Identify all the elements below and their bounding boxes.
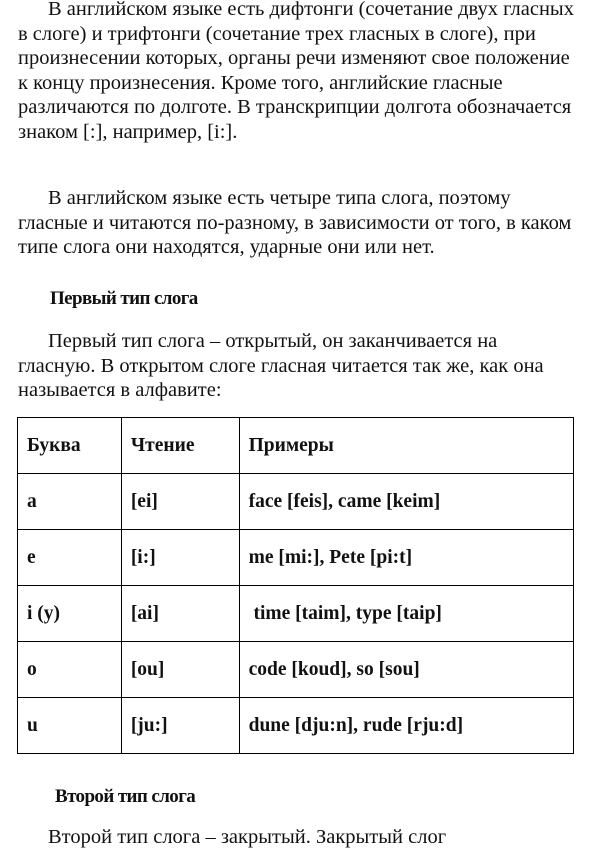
cell-letter: o (18, 642, 122, 698)
paragraph-closed-syllable: Второй тип слога – закрытый. Закрытый слог (48, 826, 447, 848)
paragraph-diphthongs: В английском языке есть дифтонги (сочетание двух гласных в слоге) и трифтонги (сочетание трех гласных в слоге), при произнесении которых, органы речи изменяют свое положение к концу произнесения. Кроме того, английские гласные различаются по долготе. В транскрипции долгота обозначается знаком [:], например, [i:]. (18, 0, 574, 143)
cell-letter: i (y) (18, 586, 122, 642)
cell-examples: time [taim], type [taip] (239, 586, 573, 642)
cell-examples: dune [dju:n], rude [rju:d] (239, 698, 573, 754)
table-row (18, 530, 574, 586)
column-header-reading: Чтение (121, 418, 239, 474)
cell-letter: u (18, 698, 122, 754)
cell-reading: [ai] (121, 586, 239, 642)
paragraph-syllable-types: В английском языке есть четыре типа слога, поэтому гласные и читаются по-разному, в зависимости от того, в каком типе слога они находятся, ударные они или нет. (18, 187, 572, 258)
heading-first-syllable-type: Первый тип слога (50, 288, 198, 309)
paragraph-open-syllable: Первый тип слога – открытый, он заканчивается на гласную. В открытом слоге гласная читается так же, как она называется в алфавите: (18, 330, 544, 401)
table-row (18, 642, 574, 698)
table-header-row (18, 418, 574, 474)
table-row (18, 474, 574, 530)
column-header-examples: Примеры (239, 418, 573, 474)
cell-reading: [ei] (121, 474, 239, 530)
cell-examples: me [mi:], Pete [pi:t] (239, 530, 573, 586)
table-row (18, 698, 574, 754)
cell-reading: [ju:] (121, 698, 239, 754)
cell-examples: code [koud], so [sou] (239, 642, 573, 698)
cell-reading: [i:] (121, 530, 239, 586)
heading-second-syllable-type: Второй тип слога (55, 786, 196, 807)
cell-letter: e (18, 530, 122, 586)
cell-letter: a (18, 474, 122, 530)
column-header-letter: Буква (18, 418, 122, 474)
table-row (18, 586, 574, 642)
cell-examples: face [feis], came [keim] (239, 474, 573, 530)
vowel-reading-table (17, 417, 574, 754)
cell-reading: [ou] (121, 642, 239, 698)
